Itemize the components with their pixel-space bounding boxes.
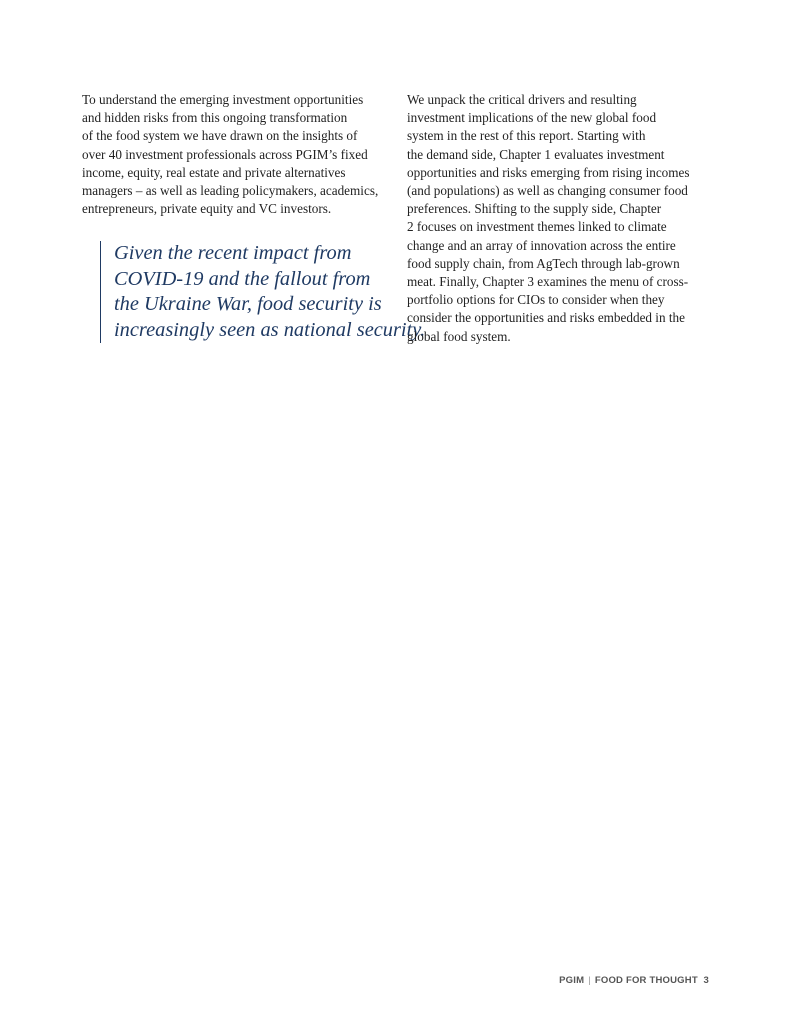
page-footer xyxy=(559,975,709,986)
paragraph-line: entrepreneurs, private equity and VC investors. xyxy=(82,201,332,217)
paragraph-line: (and populations) as well as changing consumer food xyxy=(407,183,688,199)
pull-quote-line: COVID-19 and the fallout from xyxy=(114,267,371,290)
pull-quote-line: the Ukraine War, food security is xyxy=(114,293,382,315)
paragraph-line: To understand the emerging investment opportunities xyxy=(82,92,364,107)
pull-quote-line: increasingly seen as national security. xyxy=(114,318,426,341)
paragraph-line: over 40 investment professionals across PGIM’s fixed xyxy=(82,146,368,162)
paragraph-line: change and an array of innovation across the entire xyxy=(407,237,676,253)
paragraph-line: 2 focuses on investment themes linked to climate xyxy=(407,219,667,235)
paragraph-line: consider the opportunities and risks embedded in the xyxy=(407,310,685,326)
paragraph-line: the demand side, Chapter 1 evaluates investment xyxy=(407,146,665,162)
paragraph-line: portfolio options for CIOs to consider when they xyxy=(407,292,665,308)
paragraph-line: of the food system we have drawn on the insights of xyxy=(82,128,358,144)
footer-publication: FOOD FOR THOUGHT xyxy=(594,975,698,986)
paragraph-line: opportunities and risks emerging from rising incomes xyxy=(407,164,690,180)
paragraph-line: preferences. Shifting to the supply side, Chapter xyxy=(407,201,662,217)
paragraph-line: managers – as well as leading policymakers, academics, xyxy=(82,183,379,199)
page-number: 3 xyxy=(703,975,709,986)
paragraph-line: meat. Finally, Chapter 3 examines the menu of cross- xyxy=(407,274,689,290)
paragraph-line: We unpack the critical drivers and resulting xyxy=(407,92,637,107)
paragraph-line: food supply chain, from AgTech through lab-grown xyxy=(407,255,680,271)
footer-brand: PGIM xyxy=(559,975,585,986)
footer-separator: | xyxy=(588,975,591,986)
paragraph-line: system in the rest of this report. Starting with xyxy=(407,128,646,144)
paragraph-line: global food system. xyxy=(407,328,511,344)
paragraph-line: and hidden risks from this ongoing transformation xyxy=(82,110,348,126)
right-column-paragraph xyxy=(407,91,717,346)
paragraph-line: income, equity, real estate and private alternatives xyxy=(82,164,346,180)
paragraph-line: investment implications of the new global food xyxy=(407,110,657,126)
left-column-paragraph xyxy=(82,91,388,218)
pull-quote-line: Given the recent impact from xyxy=(114,242,352,264)
pull-quote xyxy=(100,241,426,343)
